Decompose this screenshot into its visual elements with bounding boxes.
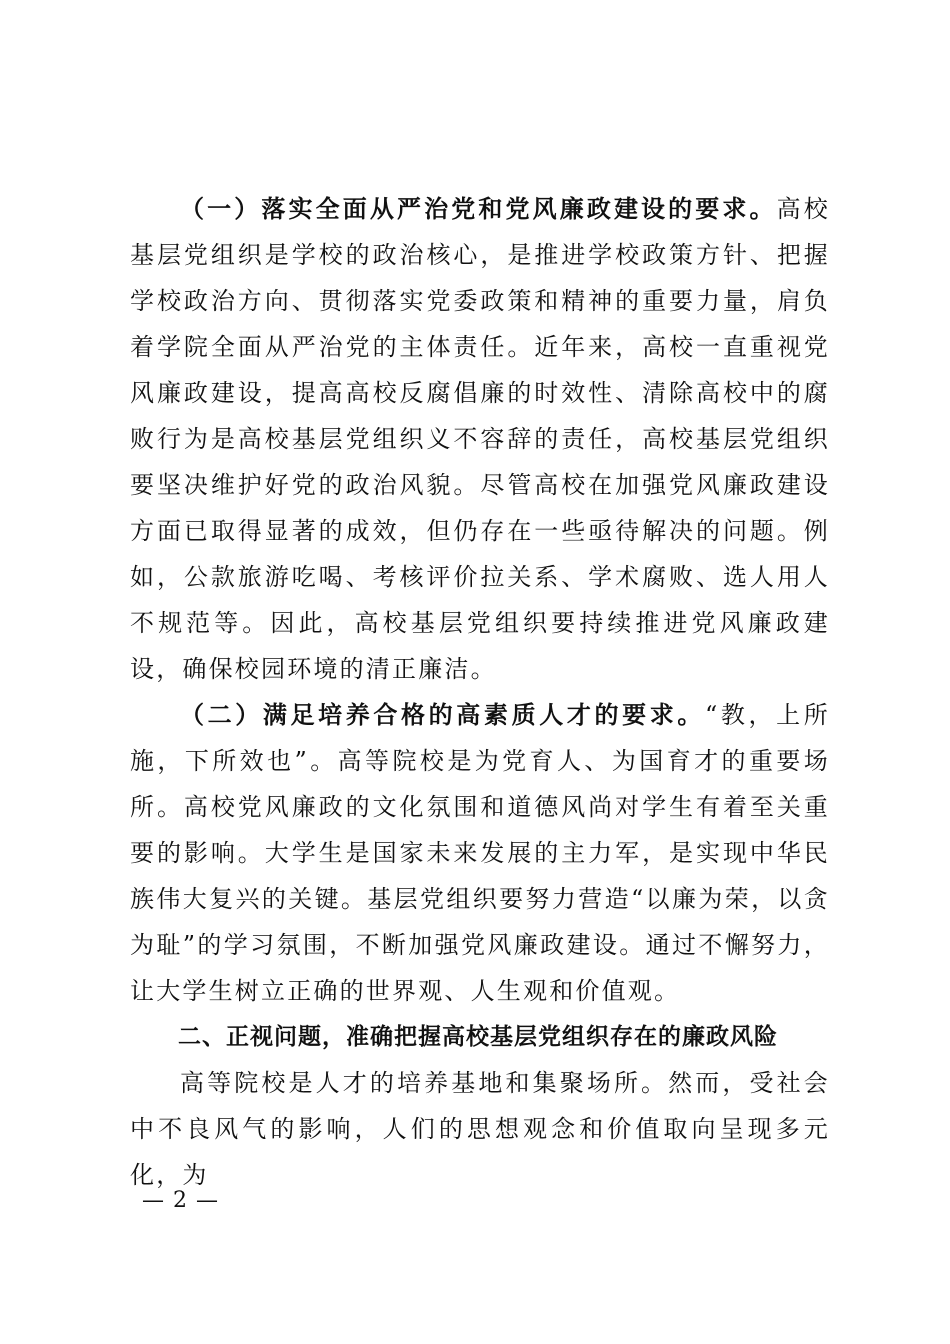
- document-body: [130, 186, 830, 1198]
- section-heading: 二、正视问题，准确把握高校基层党组织存在的廉政风险: [178, 1024, 778, 1050]
- paragraph-1-lead: （一）落实全面从严治党和党风廉政建设的要求。: [180, 194, 777, 223]
- closing-paragraph: 高等院校是人才的培养基地和集聚场所。然而，受社会中不良风气的影响，人们的思想观念和价值取向呈现多元化，为: [130, 1069, 830, 1189]
- page-number: — 2 —: [142, 1188, 219, 1213]
- paragraph-2-lead: （二）满足培养合格的高素质人才的要求。: [180, 700, 705, 729]
- paragraph-1: [130, 186, 830, 692]
- paragraph-1-text: 高校基层党组织是学校的政治核心，是推进学校政策方针、把握学校政治方向、贯彻落实党委政策和精神的重要力量，肩负着学院全面从严治党的主体责任。近年来，高校一直重视党风廉政建设，提高高校反腐倡廉的时效性、清除高校中的腐败行为是高校基层党组织义不容辞的责任，高校基层党组织要坚决维护好党的政治风貌。尽管高校在加强党风廉政建设方面已取得显著的成效，但仍存在一些亟待解决的问题。例如，公款旅游吃喝、考核评价拉关系、学术腐败、选人用人不规范等。因此，高校基层党组织要持续推进党风廉政建设，确保校园环境的清正廉洁。: [130, 195, 830, 683]
- paragraph-2-text: “教，上所施，下所效也”。高等院校是为党育人、为国育才的重要场所。高校党风廉政的文化氛围和道德风尚对学生有着至关重要的影响。大学生是国家未来发展的主力军，是实现中华民族伟大复兴的关键。基层党组织要努力营造“以廉为荣，以贪为耻”的学习氛围，不断加强党风廉政建设。通过不懈努力，让大学生树立正确的世界观、人生观和价值观。: [130, 701, 830, 1005]
- paragraph-2: [130, 692, 830, 1014]
